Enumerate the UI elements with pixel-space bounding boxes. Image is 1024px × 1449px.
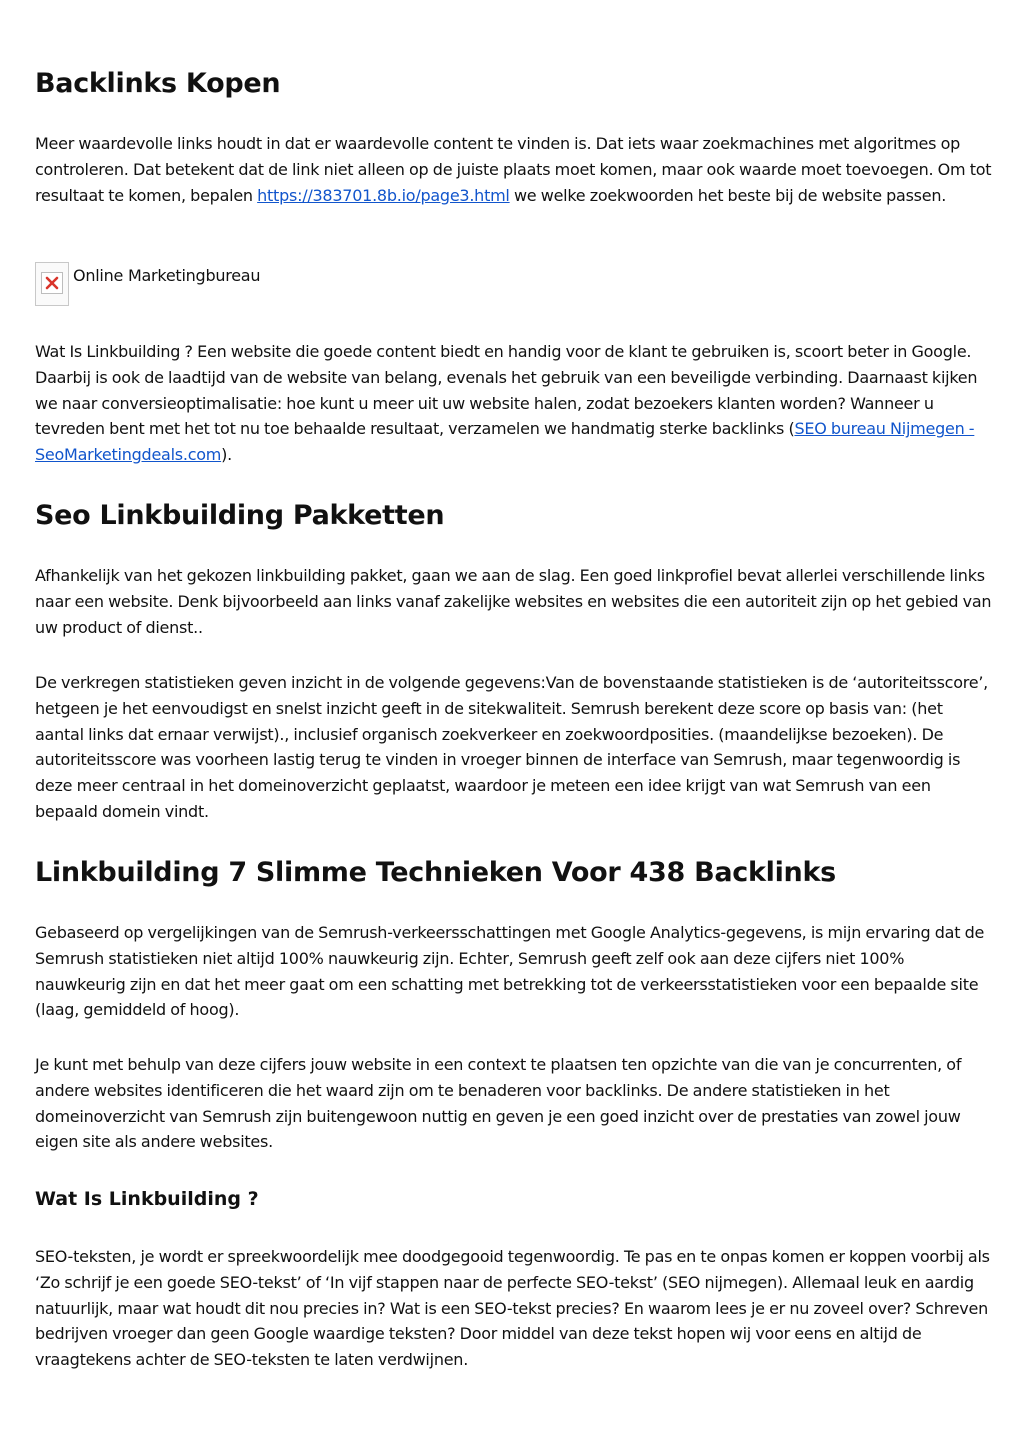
image-alt-text: Online Marketingbureau <box>73 266 261 285</box>
paragraph-intro-text-before: Meer waardevolle links houdt in dat er waardevolle content te vinden is. Dat iets waar zoekmachines met algoritmes op controleren. Dat betekent dat de link niet alleen op de juiste plaats moet komen, maar ook waarde moet toevoegen. Om tot resultaat te komen, bepalen <box>35 134 992 205</box>
paragraph-intro <box>35 131 995 208</box>
subheading-wat-is-linkbuilding: Wat Is Linkbuilding ? <box>35 1188 259 1210</box>
paragraph-wat-is-text-before: Wat Is Linkbuilding ? Een website die goede content biedt en handig voor de klant te gebruiken is, scoort beter in Google. Daarbij is ook de laadtijd van de website van belang, evenals het gebruik van een beveiligde verbinding. Daarnaast kijken we naar conversieoptimalisatie: hoe kunt u meer uit uw website halen, zodat bezoekers klanten worden? Wanneer u tevreden bent met het tot nu toe behaalde resultaat, verzamelen we handmatig sterke backlinks ( <box>35 342 978 439</box>
paragraph-wat-is-linkbuilding <box>35 339 995 468</box>
heading-linkbuilding-technieken: Linkbuilding 7 Slimme Technieken Voor 438 Backlinks <box>35 857 836 888</box>
paragraph-semrush-vergelijking: Gebaseerd op vergelijkingen van de Semrush-verkeersschattingen met Google Analytics-gegevens, is mijn ervaring dat de Semrush statistieken niet altijd 100% nauwkeurig zijn. Echter, Semrush geeft zelf ook aan deze cijfers niet 100% nauwkeurig zijn en dat het meer gaat om een schatting met betrekking tot de verkeersstatistieken voor een bepaalde site (laag, gemiddeld of hoog). <box>35 923 985 1020</box>
heading-backlinks-kopen: Backlinks Kopen <box>35 68 281 99</box>
paragraph-context: Je kunt met behulp van deze cijfers jouw website in een context te plaatsen ten opzichte van die van je concurrenten, of andere websites identificeren die het waard zijn om te benaderen voor backlinks. De andere statistieken in het domeinoverzicht van Semrush zijn buitengewoon nuttig en geven je een goed inzicht over de prestaties van zowel jouw eigen site als andere websites. <box>35 1055 962 1152</box>
broken-image-icon <box>35 262 69 306</box>
paragraph-statistieken: De verkregen statistieken geven inzicht in de volgende gegevens:Van de bovenstaande statistieken is de ‘autoriteitsscore’, hetgeen je het eenvoudigst en snelst inzicht geeft in de sitekwaliteit. Semrush berekent deze score op basis van: (het aantal links dat ernaar verwijst)., inclusief organisch zoekverkeer en zoekwoordposities. (maandelijkse bezoeken). De autoriteitsscore was voorheen lastig terug te vinden in vroeger binnen de interface van Semrush, maar tegenwoordig is deze meer centraal in het domeinoverzicht geplaatst, waardoor je meteen een idee krijgt van wat Semrush van een bepaald domein vindt. <box>35 673 988 821</box>
paragraph-seo-teksten: SEO-teksten, je wordt er spreekwoordelijk mee doodgegooid tegenwoordig. Te pas en te onpas komen er koppen voorbij als ‘Zo schrijf je een goede SEO-tekst’ of ‘In vijf stappen naar de perfecte SEO-tekst’ (SEO nijmegen). Allemaal leuk en aardig natuurlijk, maar wat houdt dit nou precies in? Wat is een SEO-tekst precies? En waarom lees je er nu zoveel over? Schreven bedrijven vroeger dan geen Google waardige teksten? Door middel van deze tekst hopen wij voor eens en altijd de vraagtekens achter de SEO-teksten te laten verdwijnen. <box>35 1247 990 1370</box>
image-online-marketingbureau <box>35 262 260 306</box>
heading-seo-linkbuilding-pakketten: Seo Linkbuilding Pakketten <box>35 500 445 531</box>
paragraph-intro-text-after: we welke zoekwoorden het beste bij de website passen. <box>509 185 947 205</box>
link-383701-page3[interactable]: https://383701.8b.io/page3.html <box>257 185 510 205</box>
link-seo-bureau-nijmegen[interactable]: SEO bureau Nijmegen - SeoMarketingdeals.com <box>35 419 975 465</box>
paragraph-wat-is-text-after: ). <box>221 445 232 465</box>
paragraph-pakket: Afhankelijk van het gekozen linkbuilding pakket, gaan we aan de slag. Een goed linkprofiel bevat allerlei verschillende links naar een website. Denk bijvoorbeeld aan links vanaf zakelijke websites en websites die een autoriteit zijn op het gebied van uw product of dienst.. <box>35 566 992 637</box>
